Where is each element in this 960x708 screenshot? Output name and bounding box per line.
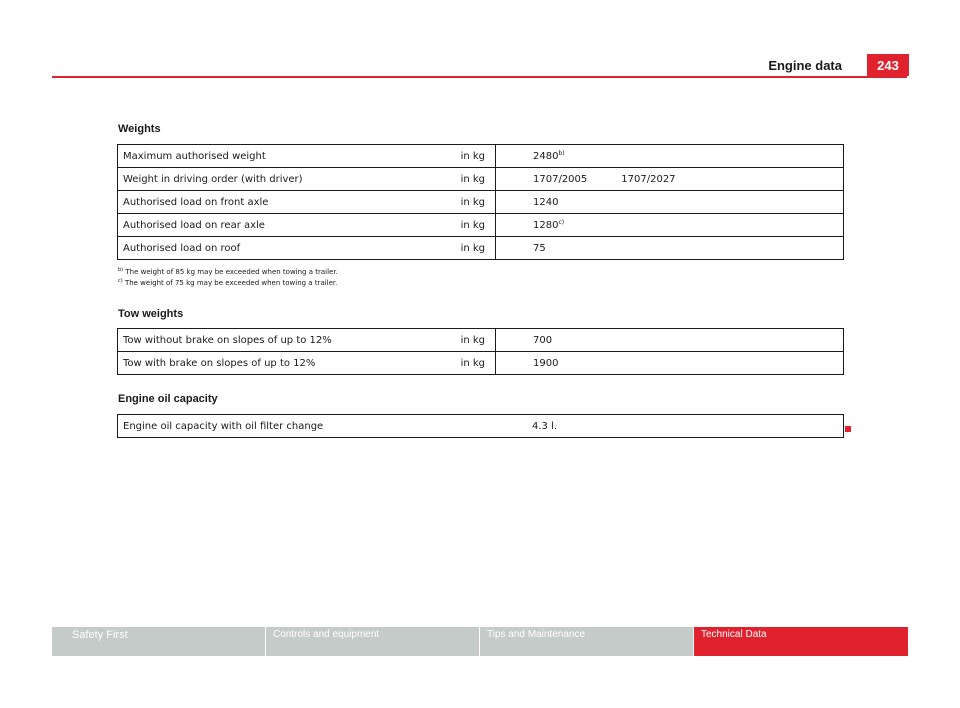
oil-section-title: Engine oil capacity <box>118 393 218 405</box>
row-label: Maximum authorised weight <box>118 145 439 168</box>
footnote-mark: c) <box>118 278 123 284</box>
footnote-ref: c) <box>558 218 565 226</box>
table-row <box>118 191 844 214</box>
header-rule <box>52 76 907 78</box>
row-label: Authorised load on front axle <box>118 191 439 214</box>
tab-safety-first[interactable]: Safety First <box>52 627 265 656</box>
footnote-ref: b) <box>558 149 565 157</box>
row-value-alt: 1707/2027 <box>621 173 676 185</box>
row-value: 1280 <box>533 219 559 231</box>
footnotes <box>118 267 338 289</box>
row-unit: in kg <box>438 237 496 260</box>
row-unit: in kg <box>438 145 496 168</box>
row-unit: in kg <box>438 214 496 237</box>
row-label: Tow without brake on slopes of up to 12% <box>118 329 439 352</box>
tow-weights-table <box>117 328 844 375</box>
table-row <box>118 168 844 191</box>
table-row <box>118 352 844 375</box>
row-label: Authorised load on roof <box>118 237 439 260</box>
row-label: Engine oil capacity with oil filter change <box>118 415 496 438</box>
row-label: Tow with brake on slopes of up to 12% <box>118 352 439 375</box>
row-value-cell <box>496 191 844 214</box>
footnote-text: The weight of 75 kg may be exceeded when towing a trailer. <box>124 279 338 287</box>
table-row <box>118 415 844 438</box>
row-value: 75 <box>533 242 546 254</box>
row-value-cell <box>496 145 844 168</box>
tab-technical-data[interactable]: Technical Data <box>694 627 908 656</box>
row-value-cell <box>496 214 844 237</box>
row-unit: in kg <box>438 168 496 191</box>
table-row <box>118 329 844 352</box>
footnote <box>118 278 338 289</box>
row-unit: in kg <box>438 191 496 214</box>
row-value: 4.3 l. <box>495 415 844 438</box>
tab-tips-and-maintenance[interactable]: Tips and Maintenance <box>480 627 693 656</box>
weights-section-title: Weights <box>118 123 161 135</box>
weights-table <box>117 144 844 260</box>
section-end-marker <box>845 426 851 432</box>
row-value: 700 <box>496 329 844 352</box>
row-value-cell <box>496 168 844 191</box>
row-label: Weight in driving order (with driver) <box>118 168 439 191</box>
table-row <box>118 237 844 260</box>
row-label: Authorised load on rear axle <box>118 214 439 237</box>
row-unit: in kg <box>438 329 496 352</box>
row-value: 1900 <box>496 352 844 375</box>
tow-weights-section-title: Tow weights <box>118 308 184 320</box>
row-value: 2480 <box>533 150 559 162</box>
table-row <box>118 145 844 168</box>
footnote-text: The weight of 85 kg may be exceeded when towing a trailer. <box>125 268 338 276</box>
row-unit: in kg <box>438 352 496 375</box>
footnote <box>118 267 338 278</box>
tab-controls-and-equipment[interactable]: Controls and equipment <box>266 627 479 656</box>
row-value: 1707/2005 <box>533 173 588 185</box>
row-value: 1240 <box>533 196 559 208</box>
row-value-cell <box>496 237 844 260</box>
oil-table <box>117 414 844 438</box>
table-row <box>118 214 844 237</box>
page-header-title: Engine data <box>768 58 842 73</box>
footnote-mark: b) <box>118 267 124 273</box>
page-number: 243 <box>867 54 909 76</box>
chapter-tabs <box>52 627 909 656</box>
